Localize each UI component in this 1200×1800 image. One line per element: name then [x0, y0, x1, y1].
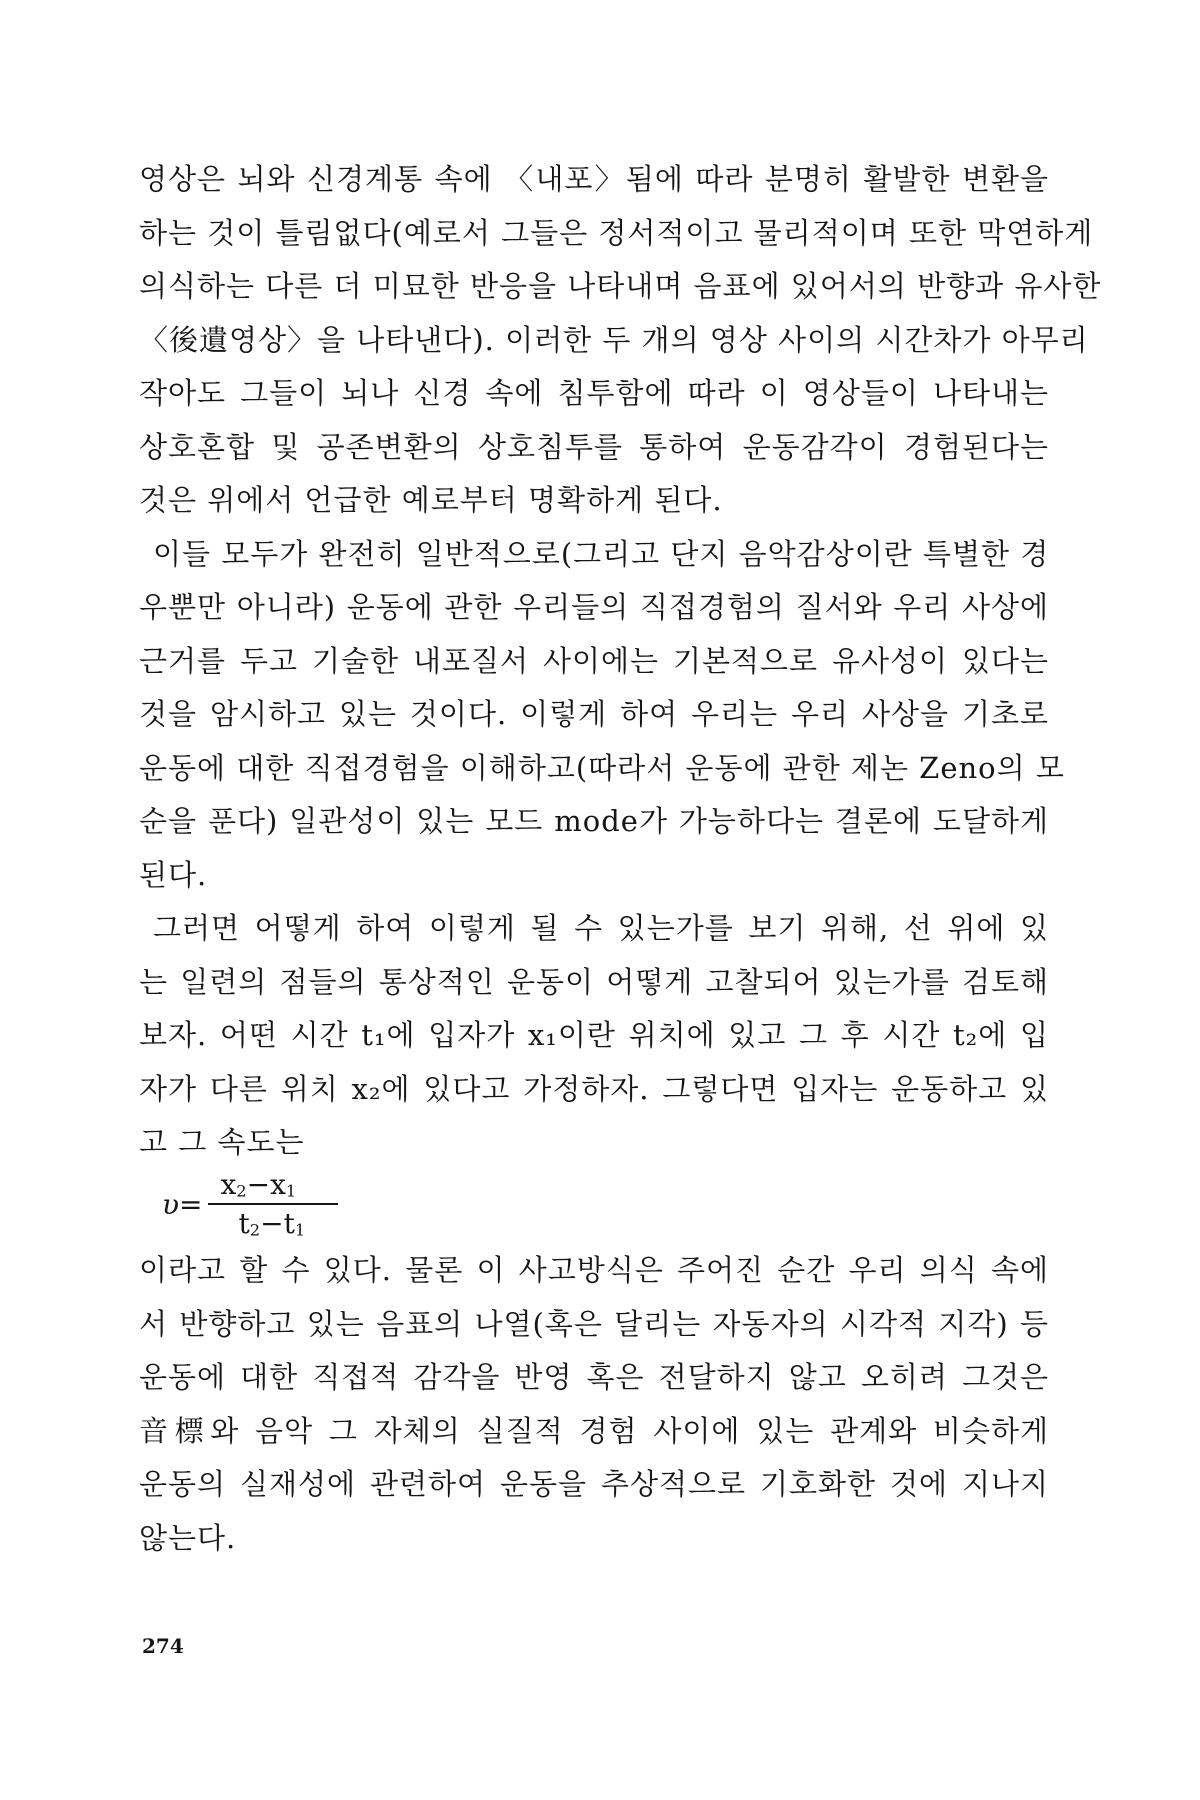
text-line: 않는다.	[139, 1520, 237, 1555]
text-line: 것을 암시하고 있는 것이다. 이렇게 하여 우리는 우리 사상을 기초로	[139, 697, 1049, 731]
text-line: 된다.	[139, 857, 208, 892]
text-line: 것은 위에서 언급한 예로부터 명확하게 된다.	[139, 483, 723, 517]
text-line: 이들 모두가 완전히 일반적으로(그리고 단지 음악감상이란 특별한 경	[153, 536, 1050, 571]
text-line: 운동에 대한 직접적 감각을 반영 혹은 전달하지 않고 오히려 그것은	[139, 1360, 1049, 1394]
text-line: 하는 것이 틀림없다(예로서 그들은 정서적이고 물리적이며 또한 막연하게	[139, 215, 1094, 250]
text-line: 音標와 음악 그 자체의 실질적 경험 사이에 있는 관계와 비슷하게	[139, 1413, 1049, 1448]
text-line: 영상은 뇌와 신경계통 속에 〈내포〉됨에 따라 분명히 활발한 변환을	[139, 162, 1049, 196]
text-line: 운동에 대한 직접경험을 이해하고(따라서 운동에 관한 제논 Zeno의 모	[139, 750, 1065, 785]
text-line: 자가 다른 위치 x₂에 있다고 가정하자. 그렇다면 입자는 운동하고 있	[139, 1071, 1049, 1106]
text-line: 보자. 어떤 시간 t₁에 입자가 x₁이란 위치에 있고 그 후 시간 t₂에 입	[139, 1018, 1049, 1052]
text-line: 이라고 할 수 있다. 물론 이 사고방식은 주어진 순간 우리 의식 속에	[139, 1253, 1049, 1287]
text-line: 상호혼합 및 공존변환의 상호침투를 통하여 운동감각이 경험된다는	[139, 429, 1049, 464]
text-line: 근거를 두고 기술한 내포질서 사이에는 기본적으로 유사성이 있다는	[139, 643, 1049, 678]
formula-denominator: t2−t1	[238, 1207, 306, 1240]
velocity-formula	[162, 1168, 338, 1240]
text-line: 고 그 속도는	[139, 1125, 305, 1159]
text-line: 운동의 실재성에 관련하여 운동을 추상적으로 기호화한 것에 지나지	[139, 1467, 1049, 1501]
formula-lhs: υ=	[162, 1187, 203, 1221]
text-line: 우뿐만 아니라) 운동에 관한 우리들의 직접경험의 질서와 우리 사상에	[139, 590, 1049, 624]
page-body-continued	[139, 1244, 1049, 1565]
page-number: 274	[142, 1634, 184, 1658]
text-line: 그러면 어떻게 하여 이렇게 될 수 있는가를 보기 위해, 선 위에 있	[153, 911, 1049, 945]
text-line: 순을 푼다) 일관성이 있는 모드 mode가 가능하다는 결론에 도달하게	[139, 804, 1049, 838]
text-line: 〈後遺영상〉을 나타낸다). 이러한 두 개의 영상 사이의 시간차가 아무리	[139, 322, 1089, 357]
text-line: 의식하는 다른 더 미묘한 반응을 나타내며 음표에 있어서의 반향과 유사한	[139, 269, 1102, 303]
formula-numerator: x2−x1	[208, 1168, 338, 1205]
text-line: 서 반향하고 있는 음표의 나열(혹은 달리는 자동자의 시각적 지각) 등	[139, 1306, 1049, 1341]
text-line: 작아도 그들이 뇌나 신경 속에 침투함에 따라 이 영상들이 나타내는	[139, 376, 1049, 410]
page-body	[139, 153, 1102, 1170]
text-line: 는 일련의 점들의 통상적인 운동이 어떻게 고찰되어 있는가를 검토해	[139, 964, 1049, 999]
formula-fraction	[208, 1168, 338, 1240]
